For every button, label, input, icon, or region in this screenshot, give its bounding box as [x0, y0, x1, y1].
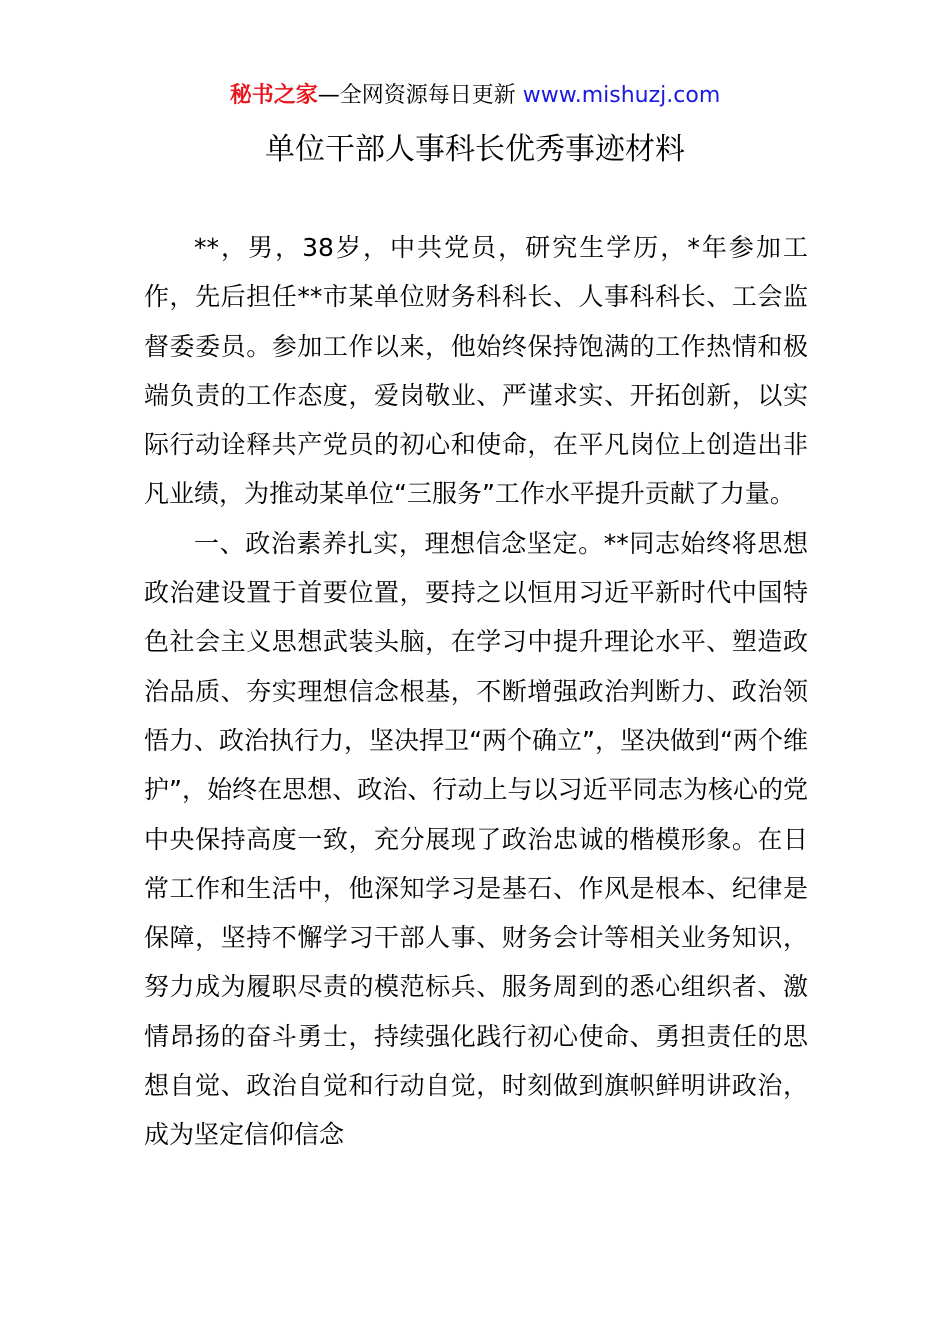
- document-title: 单位干部人事科长优秀事迹材料: [265, 132, 685, 167]
- paragraph: **，男，38岁，中共党员，研究生学历，*年参加工作，先后担任**市某单位财务科科长、人事科科长、工会监督委委员。参加工作以来，他始终保持饱满的工作热情和极端负责的工作态度，爱岗敬业、严谨求实、开拓创新，以实际行动诠释共产党员的初心和使命，在平凡岗位上创造出非凡业绩，为推动某单位“三服务”工作水平提升贡献了力量。: [144, 233, 808, 509]
- site-header: [0, 80, 950, 112]
- paragraph: 一、政治素养扎实，理想信念坚定。**同志始终将思想政治建设置于首要位置，要持之以恒用习近平新时代中国特色社会主义思想武装头脑，在学习中提升理论水平、塑造政治品质、夯实理想信念根基，不断增强政治判断力、政治领悟力、政治执行力，坚决捍卫“两个确立”，坚决做到“两个维护”，始终在思想、政治、行动上与以习近平同志为核心的党中央保持高度一致，充分展现了政治忠诚的楷模形象。在日常工作和生活中，他深知学习是基石、作风是根本、纪律是保障，坚持不懈学习干部人事、财务会计等相关业务知识，努力成为履职尽责的模范标兵、服务周到的悉心组织者、激情昂扬的奋斗勇士，持续强化践行初心使命、勇担责任的思想自觉、政治自觉和行动自觉，时刻做到旗帜鲜明讲政治，成为坚定信仰信念: [144, 528, 808, 1150]
- header-tagline: —全网资源每日更新: [317, 83, 516, 108]
- site-url[interactable]: www.mishuzj.com: [515, 83, 721, 108]
- brand-name: 秘书之家: [229, 83, 318, 108]
- document-body: [144, 223, 808, 1160]
